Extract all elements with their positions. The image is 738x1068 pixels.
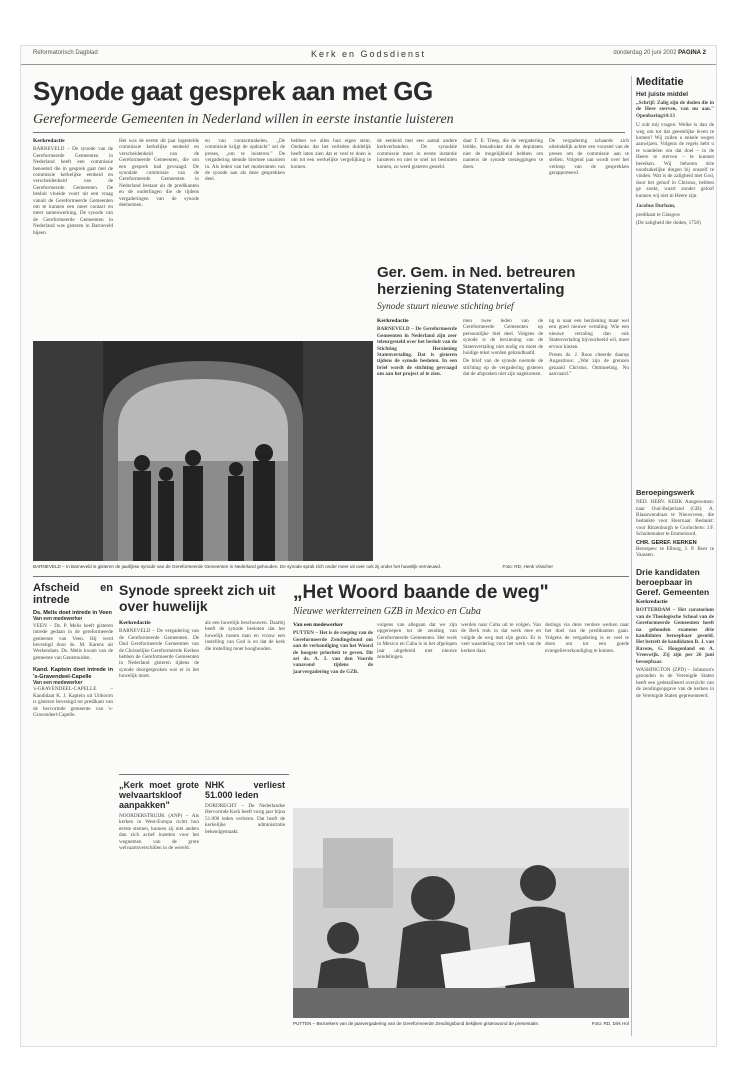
welvaart-article: [119, 780, 199, 1035]
lead-col-4: [291, 138, 371, 248]
lead-photo-credit: Foto: RD, Henk Visscher: [502, 564, 553, 569]
nhk-article: [205, 780, 285, 1035]
fourth-col-3: [461, 622, 541, 802]
kaptein-body: 's-GRAVENDEEL-CAPELLE – Kandidaat K. J. Kaptein uit Uithoorn is gisteren bevestigd tot predikant van de hervormde gemeente van 's-Gravendeel-Capelle.: [33, 686, 113, 719]
third-text-2: als een huwelijk beschouwen. Daarbij heeft de synode besloten dat het huwelijk tussen man en vrouw een instelling van God is en dat de kerk die instelling moet hooghouden.: [205, 620, 285, 652]
second-col-2: [463, 318, 543, 558]
melis-title: Ds. Melis doet intrede in Veen: [33, 610, 112, 616]
kaptein-byline: Van een medewerker: [33, 680, 83, 687]
third-col-2: [205, 620, 285, 770]
cgk-text: Beroepen: te Elburg, J. P. Boer te Vaassen.: [636, 546, 714, 559]
lead-text-2: Het was de eerste dit jaar ingestelde commissie kerkelijke eenheid en verscheidenheid van de Gereformeerde Gemeenten, die om een gesprek had gevraagd. De synodale commissie van de Gereformeerde Gemeenten in Nederland bestaat uit de predikanten en de ouderlingen die de tijdens vergaderingen van de synode deelnemen.: [119, 138, 199, 209]
third-col-1: [119, 620, 199, 770]
lead-text-5: de eenheid met een aantal andere kerkverbanden. De synodale commissie moet in eerste instantie luisteren en niet te snel tot besluiten komen, zo werd gisteren gesteld.: [377, 138, 457, 170]
lead-text-4: hebben we alles hun eigen stem. Ondanks dat het verleden duidelijk heeft laten zien dat er veel te doen is om tot een werkelijke vergelijking te komen.: [291, 138, 371, 170]
kandidaten-body: [636, 599, 714, 849]
washington-text: WASHINGTON (ZPD) – Johnston's gezonden in de Verenigde Staten heeft een gedetailleerd overzicht van de zendingsopgave van de kerken in de Verenigde Staten gepresenteerd.: [636, 666, 714, 699]
fourth-col-4: [545, 622, 629, 802]
second-quote: Preses ds. J. Roos citeerde daarop Augustinus: „Wat zijn de grenzen gezaaid Christus. Ontmoeting. Nu aanvaard.": [549, 352, 629, 378]
lead-text-6: daar T. E. Treep, die de vergadering leidde, benadrukte dat de deputaten niet de mogelijkheid hebben om namens de synode toezeggingen te doen.: [463, 138, 543, 170]
afscheid-title: Afscheid en intrede: [33, 582, 113, 606]
masthead: [21, 46, 716, 65]
page-number: 2: [702, 50, 706, 56]
fourth-photo-credit: Foto: RD, Dirk Hol: [591, 1021, 629, 1026]
fourth-text-2: volgens van allegaan dat we zijn opgeroepen tot de zending van Gereformeerde Gemeenten. Het werk in Mexico en Cuba is in het afgelopen jaar uitgebreid met nieuwe zendelingen.: [377, 622, 457, 661]
meditation-subtitle: Het juiste middel: [636, 91, 689, 98]
lead-dateline: Kerkredactie: [33, 138, 65, 144]
cgk-title: CHR. GEREF. KERKEN: [636, 539, 697, 546]
kandidaten-title: Drie kandidaten beroepbaar in Geref. Gemeenten: [636, 566, 710, 597]
lead-col-2: [119, 138, 199, 333]
fourth-subhead: Nieuwe werkterreinen GZB in Mexico en Cuba: [293, 606, 481, 617]
second-col-1: [377, 318, 457, 558]
church-doorway-photo: [33, 341, 373, 561]
lead-rule: [33, 132, 625, 133]
section-title: Kerk en Godsdienst: [310, 49, 427, 59]
third-text-1: BARNEVELD – De vergadering van de Gereformeerde Gemeenten. De Oud Gereformeerde Gemeenten van de Christelijke Gereformeerde Kerken hebben de Gereformeerde Gemeenten in Nederland gisteren tijdens de synode doorgesproken wat er in het huwelijk moet.: [119, 628, 199, 680]
second-headline: Ger. Gem. in Ned. betreuren herziening Statenvertaling: [377, 264, 576, 298]
lead-text-1: BARNEVELD – De synode van de Gereformeerde Gemeenten in Nederland heeft een commissie benoemd die in gesprek gaat met de commissie kerkelijke eenheid en verscheidenheid van de Gereformeerde Gemeenten. De besluit vloeide voort uit een vraag vanuit de Gereformeerde Gemeenten om te kunnen een meer contact en meer samenwerking. De synode van de Gereformeerde Gemeenten in Nederland was gisteren in Barneveld bijeen.: [33, 146, 113, 236]
mid-rule: [33, 576, 629, 577]
lead-col-5: [377, 138, 457, 248]
second-text-3: ng is naar een herziening maar wel een goed nieuwe vertaling. Wie een nieuwe vertaling dan ook Statenvertaling bijvoorbeeld wil, moet ervoor kiezen.: [549, 318, 629, 350]
meeting-photo: [293, 808, 629, 1018]
second-text-1: BARNEVELD – De Gereformeerde Gemeenten in Nederland zijn zeer teleurgesteld over het besluit van de Stichting Herziening Statenvertaling. Dat is gisteren tijdens de synode besloten. In een brief wordt de stichting gevraagd om aan het project af te zien.: [377, 326, 457, 378]
fourth-caption-text: PUTTEN – Bezoekers van de jaarvergadering van de Gereformeerde Zendingsbond bekijken gisteravond de presentatie.: [293, 1021, 540, 1026]
third-rule: [119, 774, 289, 775]
second-dateline: Kerkredactie: [377, 318, 409, 324]
nhk-title: NHK verliest 51.000 leden: [205, 780, 285, 800]
beroepingswerk-text: NED. HERV. KERK Aangenomen: naar Oud-Beijerland (GB): A. Blaauwendraat te Nieuwveen, die bedankte voor Hoornaar. Bedankt: voor Ritzenburgh te Gorinchem: J.F. Schuitemaker te Emmeloord.: [636, 499, 714, 538]
sidebar-divider: [631, 76, 632, 1036]
lead-headline: Synode gaat gesprek aan met GG: [33, 76, 433, 106]
third-dateline: Kerkredactie: [119, 620, 151, 626]
beroepingswerk-title: Beroepingswerk: [636, 488, 695, 498]
left-sidebar: [33, 582, 113, 1037]
lead-col-6: [463, 138, 543, 248]
fourth-col-2: [377, 622, 457, 802]
fourth-headline: „Het Woord baande de weg": [293, 582, 549, 603]
fourth-photo-caption: [293, 1021, 629, 1026]
lead-col-3: [205, 138, 285, 333]
second-text-2: men twee leden van de Gereformeerde Gemeenten op persoonlijke titel deel. Volgens de synode is de herziening van de Statenvertaling niet nodig en moet de huidige tekst worden gehandhaafd.: [463, 318, 543, 357]
beroepingswerk-body: [636, 499, 714, 561]
fourth-text-3: werden naar Cuba uit te volgen. Van de Berk trok in dat werk mee en volgde de weg met zijn gezin. Er is veel waardering voor het werk van de kerken daar.: [461, 622, 541, 654]
fourth-photo: [293, 808, 629, 1018]
meditation-title: Meditatie: [636, 76, 684, 88]
welvaart-title: „Kerk moet grote welvaartskloof aanpakken": [119, 780, 199, 810]
meditation-role: predikant te Glasgow: [636, 211, 681, 218]
fourth-dateline: Van een medewerker: [293, 622, 344, 628]
newspaper-page: [20, 45, 717, 1047]
fourth-text-4: dezings via deze verdere werken naar het doel van de predikanten gaan. Volgens de vergadering is er veel te doen om tot een goede evangelieverkondiging te komen.: [545, 622, 629, 654]
date-page: [613, 50, 706, 56]
lead-subhead: Gereformeerde Gemeenten in Nederland willen in eerste instantie luisteren: [33, 112, 454, 127]
second-text-4: De brief van de synode noemde de stichting op de vergadering gisteren dat de afspraken niet zijn nagekomen.: [463, 358, 543, 378]
melis-body: VEEN – Ds. P. Melis heeft gisteren intrede gedaan in de gereformeerde gemeente van Veen. Hij werd bevestigd door ds. M. Karens uit Werkendam. Ds. Melis kwam van de gemeente van Genemuiden.: [33, 622, 113, 661]
kandidaten-text: ROTTERDAM – Het curatorium van de Theologische School van de Gereformeerde Gemeenten heeft na gehouden examens drie kandidaten beroepbaar gesteld. Het betreft de kandidaten B. J. van Ravens, G. Hoogenland en A. Vreeswijk. Zij zijn per 26 juni beroepbaar.: [636, 607, 714, 665]
meditation-note: (De zaligheid der doden, 1758): [636, 219, 701, 226]
lead-photo-caption: [33, 564, 553, 569]
lead-text-3: en van contactmakelen. „De commissie krijgt de opdracht" zei de preses, „om te luisteren." De vergadering stemde hiermee unaniem in. Als leden van het moderamen van de synode aan als deze gesprekken deel.: [205, 138, 285, 183]
date: donderdag 20 juni 2002: [613, 50, 677, 56]
fourth-text-1: PUTTEN – Het is de roeping van de Gereformeerde Zendingsbond om aan de verkondiging van het Woord de hoogste prioriteit te geven. Dit zei ds. A. J. van den Voorde vanavond tijdens de jaarvergadering van de GZB.: [293, 630, 373, 675]
meditation-quote: „Schrijf: Zalig zijn de doden die in de Here sterven, van nu aan." Openbaring14:13: [636, 100, 714, 119]
lead-col-1: [33, 138, 113, 333]
nhk-body: DORDRECHT – De Nederlandse Hervormde Kerk heeft vorig jaar bijna 51.000 leden verloren. Dat heeft de kerkelijke administratie bekendgemaakt.: [205, 803, 285, 835]
page-label: PAGINA: [678, 50, 701, 56]
second-subhead: Synode stuurt nieuwe stichting brief: [377, 302, 514, 312]
fourth-col-1: [293, 622, 373, 802]
third-headline: Synode spreekt zich uit over huwelijk: [119, 582, 276, 614]
paper-name: Reformatorisch Dagblad: [33, 50, 98, 56]
meditation-author: Jacobus Durham,: [636, 203, 676, 210]
kaptein-title: Kand. Kaptein doet intrede in 's-Gravendeel-Capelle: [33, 667, 113, 680]
melis-byline: Van een medewerker: [33, 616, 83, 623]
lead-photo: [33, 341, 373, 561]
lead-col-7: [549, 138, 629, 248]
lead-caption-text: BARNEVELD – In Barneveld is gisteren de jaarlijkse synode van de Gereformeerde Gemeenten in Nederland gehouden. De synode sprak zich onder meer uit over ook zij onder het huwelijk vernieuwd.: [33, 564, 442, 569]
kandidaten-dateline: Kerkredactie: [636, 598, 668, 605]
meditation-body: [636, 122, 714, 482]
lead-text-7: De vergadering schaarde zich uiteindelijk achter een voorstel van de preses om de commissie aan te stellen. Volgend jaar wordt over het verloop van de gesprekken gerapporteerd.: [549, 138, 629, 177]
second-col-3: [549, 318, 629, 558]
meditation-text: U zult mij vragen: Welke is dan de weg om tot dat geestelijke leven te komen? Wij zullen u enkele wegen aanwijzen. Volgens de regels hebt u te wandelen om dat doel – in de Heere te sterven – te kunnen bereiken. Wij behoren drie noodzakelijke dingen bij onszelf te vinden. Wat is de zaligheid met God, door het geloof in Christus, hebben ge zoekt, waart zonder geloof kunnen wij niet in Heere zijn.: [636, 122, 714, 199]
welvaart-body: NOORDERSTRUIJK (ANP) – Als kerken in West-Europa richtt hun eerste stemen, kunnen zij niet anders dan zich actief inzetten voor het wegnemen van de grote welvaartsverschillen in de wereld.: [119, 813, 199, 852]
right-sidebar: [636, 76, 714, 1036]
